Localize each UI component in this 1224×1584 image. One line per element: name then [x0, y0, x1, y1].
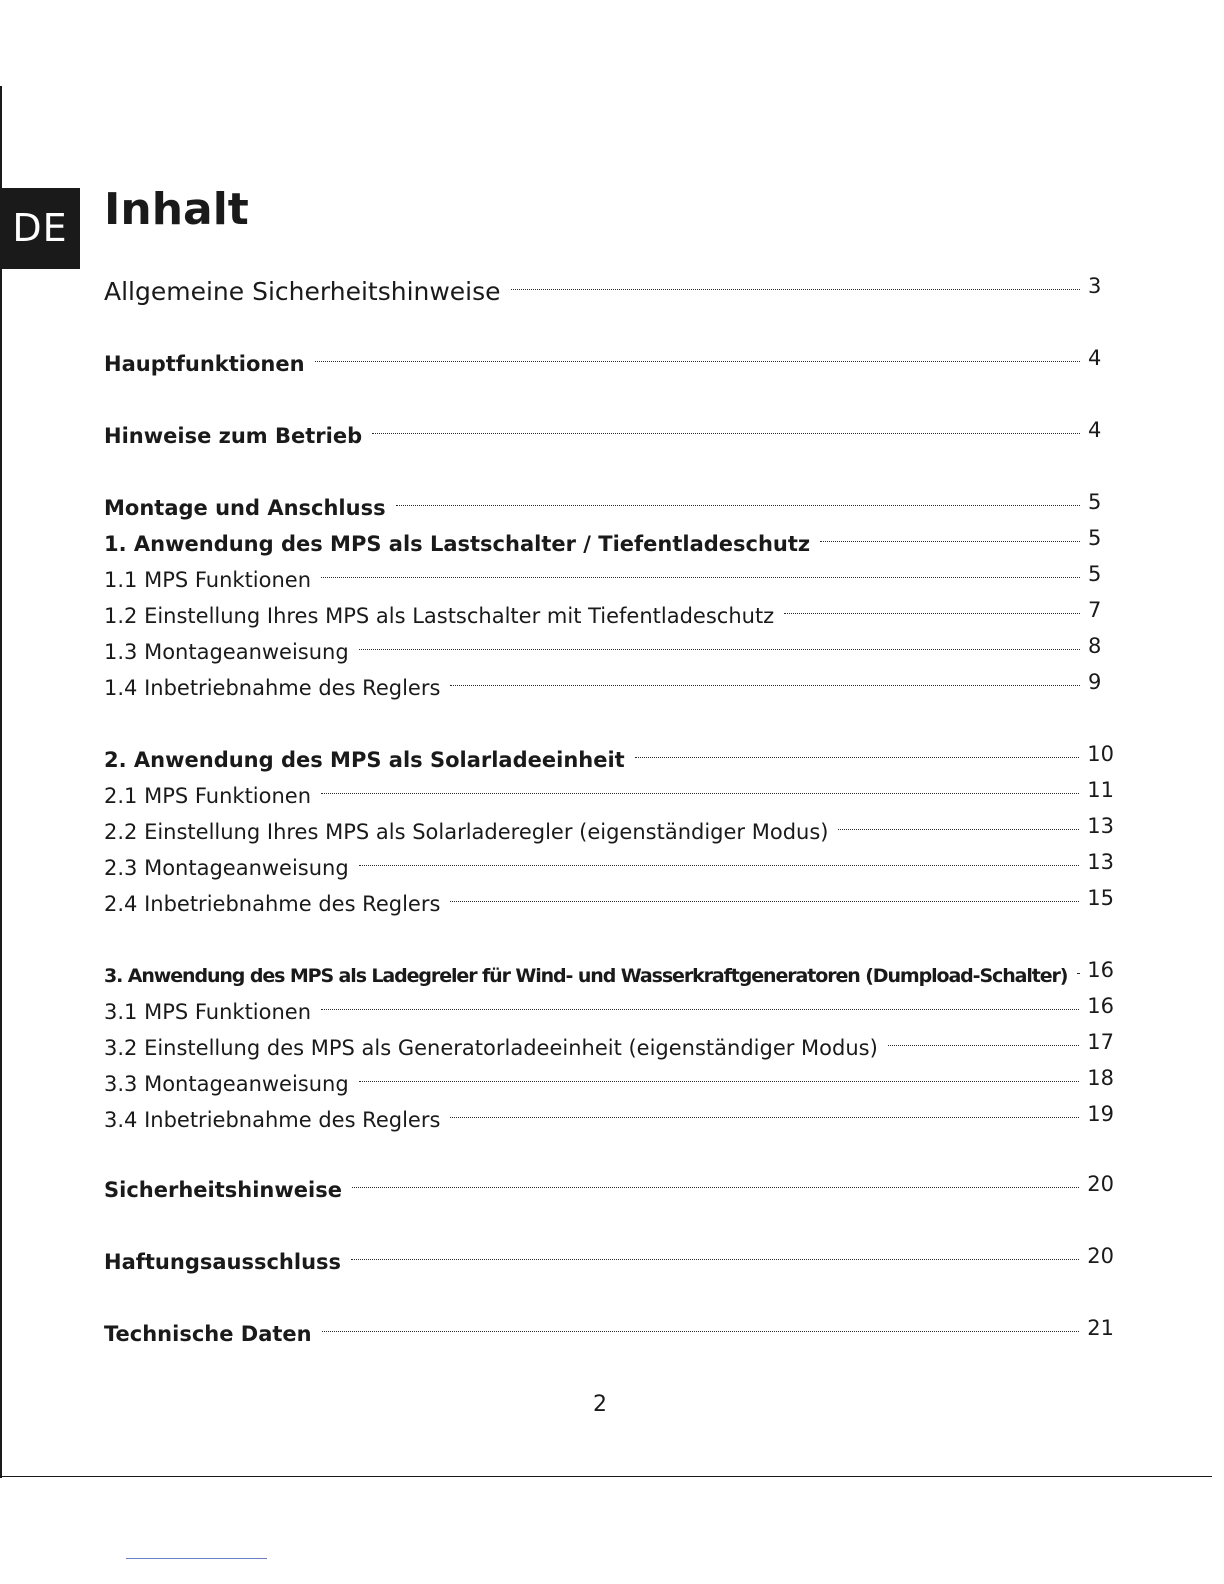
- toc-page-number: 9: [1088, 670, 1102, 694]
- toc-leader-dots: [450, 685, 1080, 686]
- toc-leader-dots: [784, 613, 1080, 614]
- toc-entry-section-1-4[interactable]: [104, 668, 1114, 704]
- toc-entry-section-1-2[interactable]: [104, 596, 1114, 632]
- toc-leader-dots: [511, 289, 1080, 290]
- toc-page-number: 5: [1088, 562, 1102, 586]
- toc-leader-dots: [321, 1009, 1079, 1010]
- toc-leader-dots: [450, 901, 1079, 902]
- toc-page-number: 7: [1088, 598, 1102, 622]
- toc-label: 1.3 Montageanweisung: [104, 640, 349, 664]
- toc-entry-technical-data[interactable]: [104, 1314, 1114, 1350]
- toc-label: 1.2 Einstellung Ihres MPS als Lastschalter mit Tiefentladeschutz: [104, 604, 775, 628]
- toc-label: 3.1 MPS Funktionen: [104, 1000, 312, 1024]
- toc-leader-dots: [1077, 973, 1079, 974]
- toc-entry-main-functions[interactable]: [104, 344, 1114, 380]
- toc-entry-section-3-2[interactable]: [104, 1028, 1114, 1064]
- toc-label: 2.1 MPS Funktionen: [104, 784, 312, 808]
- toc-page-number: 13: [1087, 850, 1114, 874]
- toc-entry-section-2-3[interactable]: [104, 848, 1114, 884]
- toc-entry-section-3[interactable]: [104, 956, 1114, 992]
- footer-rule: [126, 1558, 267, 1559]
- toc-leader-dots: [322, 1331, 1080, 1332]
- toc-entry-section-3-3[interactable]: [104, 1064, 1114, 1100]
- toc-leader-dots: [352, 1187, 1079, 1188]
- toc-leader-dots: [351, 1259, 1079, 1260]
- toc-leader-dots: [321, 793, 1079, 794]
- toc-entry-section-2-2[interactable]: [104, 812, 1114, 848]
- page-frame-left-rule: [0, 86, 2, 1478]
- toc-leader-dots: [359, 1081, 1080, 1082]
- toc-page-number: 16: [1087, 958, 1114, 982]
- toc-page-number: 17: [1087, 1030, 1114, 1054]
- toc-label: 3.2 Einstellung des MPS als Generatorladeeinheit (eigenständiger Modus): [104, 1036, 878, 1060]
- toc-label: 2.2 Einstellung Ihres MPS als Solarladeregler (eigenständiger Modus): [104, 820, 829, 844]
- toc-entry-mounting[interactable]: [104, 488, 1114, 524]
- toc-entry-section-2-1[interactable]: [104, 776, 1114, 812]
- page-number: 2: [593, 1392, 607, 1417]
- toc-label: 3.3 Montageanweisung: [104, 1072, 349, 1096]
- toc-leader-dots: [838, 829, 1079, 830]
- toc-page-number: 3: [1088, 274, 1102, 298]
- page-frame-bottom-rule: [0, 1476, 1212, 1477]
- toc-page-number: 5: [1088, 490, 1102, 514]
- toc-label: 2. Anwendung des MPS als Solarladeeinheit: [104, 748, 625, 772]
- toc-label: 2.3 Montageanweisung: [104, 856, 349, 880]
- toc-leader-dots: [450, 1117, 1079, 1118]
- toc-page-number: 8: [1088, 634, 1102, 658]
- toc-leader-dots: [315, 361, 1080, 362]
- toc-label: Montage und Anschluss: [104, 496, 386, 520]
- toc-page-number: 10: [1087, 742, 1114, 766]
- toc-entry-safety-notes[interactable]: [104, 1170, 1114, 1206]
- toc-page-number: 13: [1087, 814, 1114, 838]
- toc-leader-dots: [820, 541, 1080, 542]
- toc-entry-section-3-1[interactable]: [104, 992, 1114, 1028]
- toc-entry-operation-notes[interactable]: [104, 416, 1114, 452]
- toc-entry-section-2[interactable]: [104, 740, 1114, 776]
- toc-label: Sicherheitshinweise: [104, 1178, 342, 1202]
- toc-label: 3.4 Inbetriebnahme des Reglers: [104, 1108, 441, 1132]
- toc-label: Haftungsausschluss: [104, 1250, 342, 1274]
- toc-page-number: 4: [1088, 418, 1102, 442]
- toc-label: 2.4 Inbetriebnahme des Reglers: [104, 892, 441, 916]
- toc-page-number: 16: [1087, 994, 1114, 1018]
- toc-page-number: 18: [1087, 1066, 1114, 1090]
- toc-leader-dots: [372, 433, 1080, 434]
- toc-label: 3. Anwendung des MPS als Ladegreler für Wind- und Wasserkraftgeneratoren (Dumpload-Schalter): [104, 965, 1068, 987]
- toc-leader-dots: [321, 577, 1080, 578]
- toc-page-number: 11: [1087, 778, 1114, 802]
- toc-leader-dots: [396, 505, 1080, 506]
- toc-entry-section-1-3[interactable]: [104, 632, 1114, 668]
- toc-entry-section-2-4[interactable]: [104, 884, 1114, 920]
- toc-entry-general-safety[interactable]: [104, 272, 1114, 308]
- toc-entry-disclaimer[interactable]: [104, 1242, 1114, 1278]
- toc-entry-section-3-4[interactable]: [104, 1100, 1114, 1136]
- toc-page-number: 5: [1088, 526, 1102, 550]
- toc-page-number: 20: [1087, 1244, 1114, 1268]
- toc-page-number: 4: [1088, 346, 1102, 370]
- toc-label: 1. Anwendung des MPS als Lastschalter / Tiefentladeschutz: [104, 532, 811, 556]
- toc-leader-dots: [359, 649, 1080, 650]
- toc-leader-dots: [359, 865, 1080, 866]
- toc-entry-section-1-1[interactable]: [104, 560, 1114, 596]
- toc-leader-dots: [635, 757, 1080, 758]
- toc-label: 1.1 MPS Funktionen: [104, 568, 312, 592]
- toc-label: 1.4 Inbetriebnahme des Reglers: [104, 676, 441, 700]
- language-tab: DE: [0, 188, 80, 269]
- toc-label: Hinweise zum Betrieb: [104, 424, 363, 448]
- toc-page-number: 21: [1087, 1316, 1114, 1340]
- toc-page-number: 19: [1087, 1102, 1114, 1126]
- toc-label: Hauptfunktionen: [104, 352, 305, 376]
- toc-entry-section-1[interactable]: [104, 524, 1114, 560]
- toc-label: Allgemeine Sicherheitshinweise: [104, 277, 501, 306]
- page-title: Inhalt: [104, 184, 249, 235]
- toc-page-number: 20: [1087, 1172, 1114, 1196]
- toc-label: Technische Daten: [104, 1322, 312, 1346]
- toc-leader-dots: [888, 1045, 1079, 1046]
- toc-page-number: 15: [1087, 886, 1114, 910]
